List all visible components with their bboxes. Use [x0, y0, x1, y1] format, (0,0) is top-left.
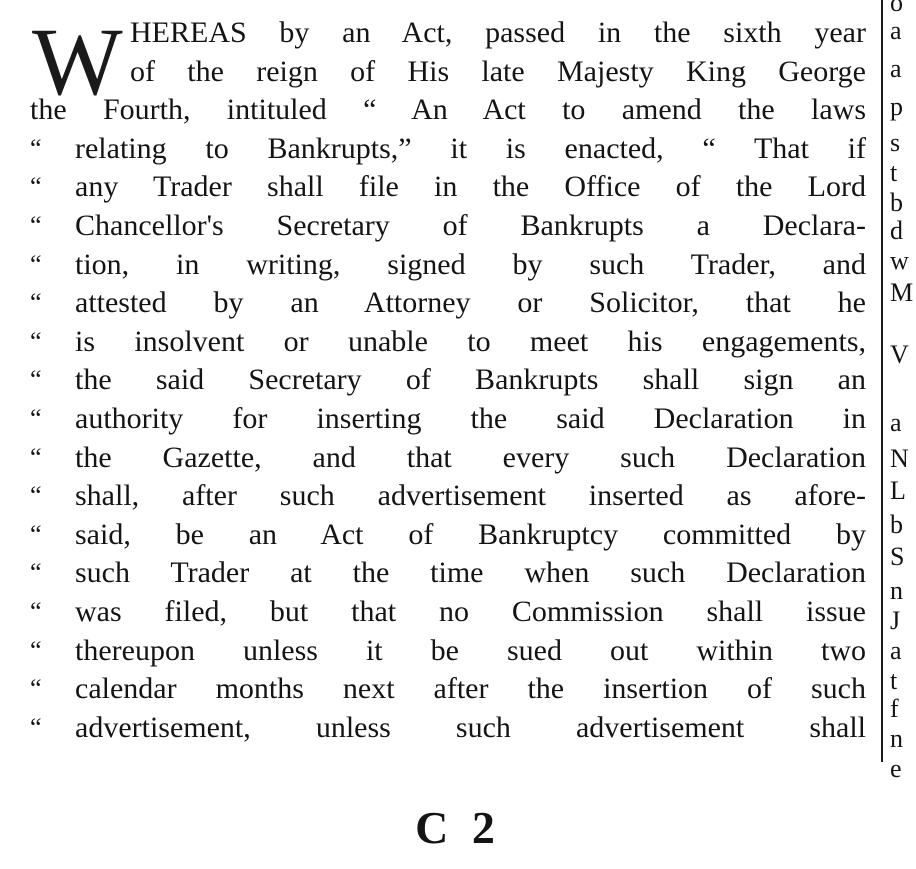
adjacent-column-letter: t	[890, 158, 898, 187]
adjacent-column-letter: L	[890, 476, 906, 505]
quotation-mark: “	[30, 558, 42, 588]
adjacent-column-letter: a	[890, 636, 902, 665]
quotation-mark: “	[30, 211, 42, 240]
quotation-mark: “	[30, 365, 42, 395]
line-text: thereupon unless it be sued out within two	[75, 633, 866, 667]
adjacent-column-letter: p	[890, 92, 903, 121]
text-line	[30, 593, 866, 631]
line-text: authority for inserting the said Declaration in	[75, 402, 866, 435]
adjacent-column-letter: a	[890, 16, 902, 45]
line-text: is insolvent or unable to meet his engagements,	[75, 324, 866, 358]
text-line	[30, 709, 866, 747]
adjacent-column-letter: N	[890, 444, 909, 473]
adjacent-column-letter: b	[890, 510, 903, 539]
text-line	[30, 284, 866, 322]
line-text: relating to Bankrupts,” it is enacted, “ That if	[75, 131, 866, 165]
adjacent-column-fragment	[890, 0, 916, 869]
line-text: Chancellor's Secretary of Bankrupts a Declara-	[75, 209, 866, 242]
line-text: any Trader shall file in the Office of the Lord	[75, 170, 866, 204]
quotation-mark: “	[30, 597, 42, 626]
adjacent-column-letter: n	[890, 576, 903, 605]
text-line	[30, 400, 866, 438]
text-line	[30, 207, 866, 245]
line-text: the Fourth, intituled “ An Act to amend the laws	[30, 93, 866, 127]
text-line	[30, 554, 866, 592]
text-line	[30, 361, 866, 399]
adjacent-column-letter: M	[890, 278, 914, 307]
text-line	[30, 168, 866, 206]
quotation-mark: “	[30, 249, 42, 279]
line-text: shall, after such advertisement inserted as afore-	[75, 479, 866, 513]
quotation-mark: “	[30, 442, 42, 472]
text-line	[30, 14, 866, 52]
quotation-mark: “	[30, 712, 42, 742]
line-text: HEREAS by an Act, passed in the sixth year	[130, 16, 866, 49]
line-text: was filed, but that no Commission shall issue	[75, 595, 866, 628]
text-line	[30, 516, 866, 554]
adjacent-column-letter: a	[890, 54, 902, 83]
adjacent-column-letter: b	[890, 188, 903, 217]
drop-cap: W	[32, 8, 123, 115]
adjacent-column-letter: a	[890, 408, 902, 437]
adjacent-column-letter: e	[890, 754, 902, 783]
quotation-mark: “	[30, 288, 42, 318]
adjacent-column-letter: d	[890, 216, 903, 245]
text-line	[30, 246, 866, 284]
adjacent-column-letter: t	[890, 666, 898, 695]
quotation-mark: “	[30, 674, 42, 704]
text-line	[30, 670, 866, 708]
quotation-mark: “	[30, 635, 42, 665]
quotation-mark: “	[30, 481, 42, 511]
adjacent-column-letter: f	[890, 694, 899, 723]
text-line	[30, 91, 866, 129]
text-line	[30, 323, 866, 361]
adjacent-column-letter: V	[890, 340, 909, 369]
text-line	[30, 477, 866, 515]
adjacent-column-letter: S	[890, 542, 905, 571]
line-text: tion, in writing, signed by such Trader, and	[75, 247, 866, 281]
line-text: the Gazette, and that every such Declaration	[75, 440, 866, 474]
adjacent-column-letter: s	[890, 128, 901, 157]
line-text: of the reign of His late Majesty King George	[130, 54, 866, 88]
quotation-mark: “	[30, 519, 42, 549]
quotation-mark: “	[30, 172, 42, 202]
line-text: such Trader at the time when such Declaration	[75, 556, 866, 590]
page-folio: C 2	[415, 802, 501, 853]
text-line	[30, 439, 866, 477]
line-text: advertisement, unless such advertisement shall	[75, 710, 866, 744]
line-text: said, be an Act of Bankruptcy committed by	[75, 517, 866, 551]
line-text: attested by an Attorney or Solicitor, that he	[75, 286, 866, 320]
quotation-mark: “	[30, 404, 42, 433]
adjacent-column-letter: J	[890, 606, 901, 635]
quotation-mark: “	[30, 326, 42, 356]
adjacent-column-letter: n	[890, 724, 903, 753]
line-text: calendar months next after the insertion of such	[75, 672, 866, 706]
text-line	[30, 53, 866, 91]
column-rule	[881, 0, 883, 762]
adjacent-column-letter: o	[890, 0, 903, 17]
line-text: the said Secretary of Bankrupts shall sign an	[75, 363, 866, 397]
quotation-mark: “	[30, 133, 42, 163]
text-line	[30, 632, 866, 670]
adjacent-column-letter: w	[890, 246, 909, 275]
text-line	[30, 130, 866, 168]
